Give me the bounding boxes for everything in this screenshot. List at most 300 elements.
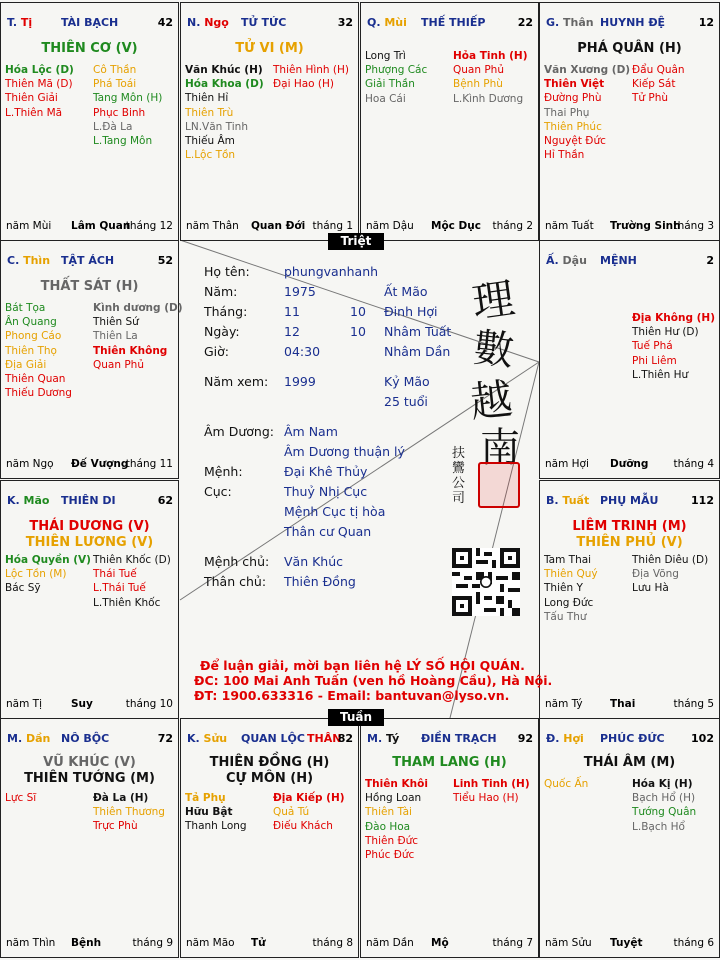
contact-block [194,658,552,703]
branch-stem: Q. [367,16,385,29]
palace-branch [7,254,50,267]
palace-year: năm Tý [545,698,583,710]
minor-stars-left [365,49,427,106]
minor-star: Thiên Mã (D) [5,78,73,91]
minor-stars-right [632,553,708,596]
minor-star: L.Thiên Mã [5,106,63,119]
minor-star: Điếu Khách [273,820,333,833]
palace-cell-ty[interactable] [360,718,539,958]
minor-star: Thiên Quan [5,373,66,386]
minor-star: Tang Môn (H) [93,92,163,105]
truong-sinh: Dưỡng [610,458,649,470]
palace-cell-suu[interactable] [180,718,359,958]
minor-stars-left [544,553,598,624]
cuc-value: Thuỷ Nhị Cục [284,484,368,499]
main-star: THIÊN CƠ (V) [41,41,138,56]
palace-header [361,732,538,748]
minor-star: Thiên Thương [93,806,165,819]
palace-month: tháng 11 [125,458,173,470]
palace-number: 2 [706,254,714,267]
palace-name: ĐIỀN TRẠCH [421,732,497,745]
minor-star: Tam Thai [544,554,592,566]
ngay-value: 12 [284,324,300,339]
calligraphy-char: 越 [467,373,515,428]
minor-star: Thiên Không [93,344,168,357]
palace-month: tháng 5 [673,698,714,710]
palace-cell-thin[interactable] [0,240,183,479]
minor-star: Thiên Diêu (D) [632,554,709,566]
palace-year: năm Dậu [366,220,414,232]
minor-star: Thiên Hư (D) [632,326,699,339]
palace-month: tháng 12 [125,220,173,232]
minor-star: L.Thiên Hư [632,368,689,381]
palace-footer [1,937,178,951]
palace-name: HUYNH ĐỆ [600,16,666,29]
palace-footer [1,698,178,712]
palace-number: 62 [157,494,173,507]
main-stars [540,755,719,771]
truong-sinh: Bệnh [71,937,102,949]
palace-year: năm Sửu [545,937,592,949]
minor-star: Hóa Quyền (V) [5,554,91,566]
palace-footer [540,220,719,234]
nam-xem-value: 1999 [284,374,316,389]
palace-year: năm Mùi [6,220,52,232]
minor-stars-right [93,553,171,610]
minor-star: Địa Võng [632,568,679,581]
palace-name: TỬ TỨC [241,16,287,29]
truong-sinh: Suy [71,698,93,710]
minor-star: Thanh Long [185,820,247,833]
minor-star: Thiên Việt [544,78,605,91]
palace-number: 72 [157,732,173,745]
minor-star: Đào Hoa [365,820,411,833]
main-star: THIÊN TƯỚNG (M) [24,771,155,786]
nam-xem-can: Kỷ Mão [384,374,430,389]
branch-name: Thìn [23,254,51,267]
minor-stars-left [5,301,72,400]
palace-year: năm Thân [186,220,239,232]
palace-month: tháng 9 [132,937,173,949]
palace-header [181,16,358,32]
truong-sinh: Tử [251,937,266,949]
palace-branch [546,254,587,267]
minor-star: Thiên Phúc [544,120,602,133]
palace-month: tháng 2 [492,220,533,232]
branch-name: Mão [23,494,50,507]
am-duong-value: Âm Nam [284,424,338,439]
minor-star: Bác Sỹ [5,582,41,595]
minor-star: Thiên Đức [365,834,419,847]
branch-stem: M. [367,732,386,745]
nam-can: Ất Mão [384,284,428,299]
palace-year: năm Hợi [545,458,589,470]
branch-stem: T. [7,16,21,29]
palace-name: NÔ BỘC [61,732,110,745]
label-thang: Tháng: [204,304,248,319]
minor-stars-right [273,63,349,91]
palace-footer [361,220,538,234]
palace-cell-mao[interactable] [0,480,179,719]
minor-stars-right [632,777,696,834]
main-star: THIÊN LƯƠNG (V) [25,535,154,550]
minor-star: Đại Hao (H) [273,78,335,91]
truong-sinh: Mộ [431,937,449,949]
branch-name: Dậu [562,254,587,267]
branch-stem: Ấ. [546,254,563,267]
palace-cell-mui[interactable] [360,2,539,241]
branch-stem: B. [546,494,563,507]
palace-year: năm Tị [6,698,42,710]
calligraphy-small: 扶鸞公司 [452,446,466,506]
palace-footer [1,220,178,234]
minor-star: L.Thái Tuế [93,582,146,595]
palace-header [1,494,178,510]
minor-star: Bạch Hổ (H) [632,792,696,805]
branch-name: Sửu [203,732,228,745]
minor-star: L.Bạch Hổ [632,820,685,833]
contact-phone-email[interactable]: ĐT: 1900.633316 - Email: bantuvan@lyso.vn. [194,688,510,703]
main-star: THAM LANG (H) [392,755,507,770]
minor-star: Quan Phủ [93,358,144,371]
minor-star: Thiên Tài [365,806,412,819]
minor-star: Tấu Thư [544,610,587,623]
palace-branch [546,732,584,745]
calligraphy-char: 南 [480,425,520,471]
palace-year: năm Ngọ [6,458,54,470]
minor-star: Địa Kiếp (H) [273,792,345,804]
menh-chu-value: Văn Khúc [284,554,344,569]
minor-star: Lộc Tồn (M) [5,568,67,581]
minor-star: Bệnh Phù [453,78,503,91]
minor-star: L.Đà La [93,120,133,133]
minor-stars-right [453,777,530,805]
truong-sinh: Trường Sinh [610,220,681,232]
palace-footer [540,937,719,951]
minor-star: Phong Cáo [5,330,62,343]
palace-cell-dau[interactable] [539,240,720,479]
main-star: THẤT SÁT (H) [40,279,139,294]
minor-star: Phục Binh [93,106,146,119]
minor-star: Bát Tọa [5,302,46,314]
minor-stars-right [93,791,165,834]
label-am-duong: Âm Dương: [204,424,274,439]
minor-star: LN.Văn Tinh [185,120,248,133]
palace-header [540,732,719,748]
branch-stem: G. [546,16,564,29]
label-than-chu: Thân chủ: [204,574,267,589]
palace-header [1,732,178,748]
label-menh: Mệnh: [204,464,243,479]
main-stars [1,279,178,295]
nam-value: 1975 [284,284,316,299]
minor-star: Thiếu Âm [185,135,235,148]
minor-stars-right [632,311,715,382]
palace-month: tháng 1 [312,220,353,232]
minor-star: Thiên La [93,330,138,343]
minor-star: Thiên Thọ [5,344,57,357]
palace-cell-ngo[interactable] [180,2,359,241]
palace-footer [540,458,719,472]
minor-star: Thiên Hình (H) [273,64,349,76]
minor-star: Quốc Ấn [544,778,589,790]
minor-star: Thái Tuế [93,568,137,581]
branch-name: Tý [385,732,400,745]
branch-stem: Đ. [546,732,564,745]
branch-stem: M. [7,732,26,745]
minor-star: Thiên Quý [544,568,598,581]
palace-number: 52 [157,254,173,267]
minor-star: Quả Tú [273,806,310,819]
main-star: VŨ KHÚC (V) [43,755,136,770]
palace-month: tháng 4 [673,458,714,470]
am-duong-note: Âm Dương thuận lý [284,444,405,459]
minor-star: L.Tang Môn [93,135,153,148]
palace-name: TẬT ÁCH [61,254,115,267]
minor-star: Đường Phù [544,92,602,105]
minor-star: Hữu Bật [185,806,233,819]
minor-star: Tuế Phá [632,340,673,353]
palace-number: 92 [517,732,533,745]
minor-star: Tả Phụ [185,792,226,804]
contact-address: ĐC: 100 Mai Anh Tuấn (ven hồ Hoàng Cầu), Hà Nội. [194,673,553,688]
palace-month: tháng 10 [125,698,173,710]
minor-star: Quan Phủ [453,64,504,77]
palace-cell-hoi[interactable] [539,718,720,958]
minor-stars-right [273,791,345,834]
ngay-am: 10 [350,324,366,339]
palace-branch [187,732,227,745]
minor-star: Kình dương (D) [93,302,183,314]
minor-star: Ân Quang [5,316,57,329]
palace-footer [540,698,719,712]
palace-number: 32 [337,16,353,29]
tuoi-value: 25 tuổi [384,394,428,409]
calligraphy-char: 數 [471,325,516,375]
branch-name: Thân [563,16,594,29]
gio-value: 04:30 [284,344,321,359]
branch-name: Ngọ [204,16,229,29]
palace-month: tháng 8 [312,937,353,949]
minor-stars-left [185,63,264,162]
minor-star: Thiên Hỉ [185,92,229,105]
menh-value: Đại Khê Thủy [284,464,368,479]
minor-star: Kiếp Sát [632,78,676,91]
minor-star: Tướng Quân [632,806,697,819]
minor-star: Thiên Khốc (D) [93,554,171,566]
palace-footer [1,458,178,472]
label-ho-ten: Họ tên: [204,264,250,279]
minor-star: Linh Tinh (H) [453,778,530,790]
minor-star: Hỏa Tinh (H) [453,50,528,62]
palace-header [540,16,719,32]
palace-branch [367,732,399,745]
main-star: THIÊN PHỦ (V) [576,535,683,550]
palace-footer [181,220,358,234]
minor-star: L.Thiên Khốc [93,596,161,609]
palace-name: THẾ THIẾP [421,16,486,29]
minor-stars-right [93,301,183,372]
palace-number: 12 [698,16,714,29]
minor-star: Địa Không (H) [632,312,715,324]
palace-number: 42 [157,16,173,29]
palace-header [361,16,538,32]
thang-can: Đinh Hợi [384,304,438,319]
truong-sinh: Lâm Quan [71,220,131,232]
branch-name: Dần [25,732,51,745]
minor-star: Hoa Cái [365,92,406,105]
palace-year: năm Dần [366,937,414,949]
palace-name: THIÊN DI [61,494,116,507]
palace-header [540,494,719,510]
minor-star: Trực Phù [93,820,138,833]
minor-stars-right [632,63,685,106]
calligraphy-char: 理 [469,273,518,328]
minor-star: Phúc Đức [365,849,415,862]
minor-star: Phá Toái [93,78,137,91]
palace-year: năm Tuất [545,220,594,232]
label-nam: Năm: [204,284,238,299]
palace-cell-dan[interactable] [0,718,179,958]
main-stars [181,755,358,787]
gio-can: Nhâm Dần [384,344,451,359]
qr-code-icon [452,548,520,616]
palace-year: năm Thìn [6,937,56,949]
palace-number: 22 [517,16,533,29]
main-star: THIÊN ĐỒNG (H) [209,755,330,770]
truong-sinh: Quan Đới [251,220,306,232]
main-stars [1,755,178,787]
minor-star: Giải Thần [365,78,415,91]
palace-name: QUAN LỘC [241,732,305,745]
minor-stars-left [544,63,630,162]
palace-name: PHÚC ĐỨC [600,732,665,745]
minor-star: Lưu Hà [632,582,669,595]
minor-star: Tử Phù [632,92,669,105]
palace-name: MỆNH [600,254,637,267]
palace-cell-tuat[interactable] [539,480,720,719]
main-stars [1,41,178,57]
branch-name: Mùi [384,16,407,29]
palace-header [1,254,178,270]
minor-star: Thai Phụ [544,106,590,119]
minor-star: Thiên Giải [5,92,58,105]
cuc-note: Mệnh Cục tị hòa [284,504,386,519]
palace-footer [181,937,358,951]
main-stars [540,41,719,57]
palace-branch [546,494,589,507]
main-stars [181,41,358,57]
palace-header [1,16,178,32]
palace-month: tháng 7 [492,937,533,949]
thang-value: 11 [284,304,300,319]
ho-ten-value: phungvanhanh [284,264,379,279]
ngay-can: Nhâm Tuất [384,324,452,339]
palace-header [181,732,358,748]
main-stars [540,519,719,551]
palace-cell-ti[interactable] [0,2,179,241]
palace-month: tháng 3 [673,220,714,232]
minor-star: Tiểu Hao (H) [453,792,519,805]
minor-star: Phượng Các [365,64,428,77]
minor-stars-left [365,777,428,862]
minor-star: Hồng Loan [365,792,422,805]
minor-stars-right [453,49,528,106]
minor-star: Long Trì [365,50,406,62]
main-star: TỬ VI (M) [235,41,304,56]
palace-branch [7,732,50,745]
minor-star: Văn Khúc (H) [185,64,263,76]
palace-number: 82 [337,732,353,745]
branch-stem: K. [187,732,204,745]
label-cuc: Cục: [204,484,232,499]
branch-name: Tuất [562,494,590,507]
triet-tag: Triệt [328,233,384,250]
minor-star: Văn Xương (D) [544,64,631,76]
minor-stars-left [5,63,74,120]
palace-branch [7,494,49,507]
minor-star: Cô Thần [93,64,137,76]
main-stars [361,755,538,771]
minor-star: Đà La (H) [93,792,149,804]
minor-star: Lực Sĩ [5,792,37,804]
minor-stars-left [5,553,91,596]
truong-sinh: Đế Vượng [71,458,129,470]
minor-stars-left [544,777,588,791]
minor-star: Thiên Sứ [93,316,139,329]
palace-branch [367,16,407,29]
branch-stem: C. [7,254,24,267]
main-star: LIÊM TRINH (M) [572,519,687,534]
label-nam-xem: Năm xem: [204,374,269,389]
truong-sinh: Tuyệt [610,937,643,949]
palace-cell-than[interactable] [539,2,720,241]
minor-star: L.Kình Dương [453,92,524,105]
tuan-tag: Tuần [328,709,384,726]
than-cu: Thân cư Quan [284,524,372,539]
palace-year: năm Mão [186,937,235,949]
minor-star: Đẩu Quân [632,64,685,76]
minor-star: Hỉ Thần [544,149,585,162]
minor-star: L.Lộc Tồn [185,149,236,162]
minor-stars-left [185,791,247,834]
branch-name: Hợi [563,732,584,745]
palace-name: PHỤ MẪU [600,494,659,507]
minor-star: Long Đức [544,596,594,609]
label-menh-chu: Mệnh chủ: [204,554,270,569]
palace-branch [7,16,32,29]
branch-stem: N. [187,16,205,29]
palace-number: 102 [691,732,714,745]
main-star: THÁI ÂM (M) [583,755,676,770]
minor-star: Thiên Trù [185,106,234,119]
minor-stars-right [93,63,162,148]
truong-sinh: Mộc Dục [431,220,481,232]
branch-stem: K. [7,494,24,507]
minor-star: Nguyệt Đức [544,135,606,148]
label-gio: Giờ: [204,344,230,359]
palace-branch [546,16,594,29]
minor-star: Hóa Khoa (D) [185,78,264,91]
main-star: CỰ MÔN (H) [225,771,314,786]
red-seal-icon [478,462,520,508]
minor-star: Thiên Khôi [365,778,428,790]
minor-star: Thiên Y [544,582,583,595]
palace-footer [361,937,538,951]
than-chu-value: Thiên Đồng [284,574,356,589]
branch-name: Tị [20,16,33,29]
main-star: PHÁ QUÂN (H) [577,41,682,56]
